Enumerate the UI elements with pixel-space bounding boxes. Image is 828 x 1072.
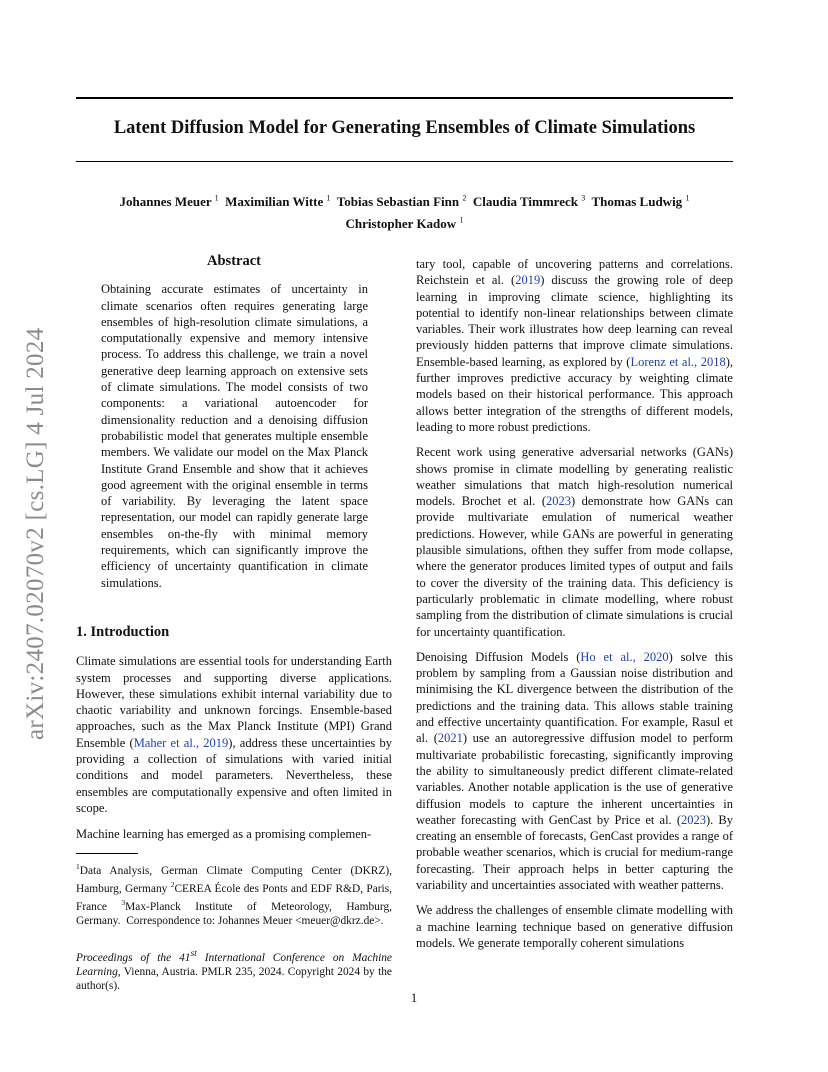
affiliation-footnote: $^1$Data Analysis, German Climate Computing Center (DKRZ), Hamburg, Germany $^2$CEREA École des Ponts and EDF R&D, Paris, France $^3$Max-Planck Institute of Meteorology, Hamburg, Germany. Correspondence to: Johannes Meuer <meuer@dkrz.de>. <box>76 861 392 927</box>
paper-title: Latent Diffusion Model for Generating Ensembles of Climate Simulations <box>113 118 696 138</box>
title-top-rule <box>76 97 733 99</box>
right-column <box>416 256 733 960</box>
author: Christopher Kadow $^1$ <box>345 215 464 231</box>
citation-link[interactable]: Maher et al., 2019 <box>133 735 229 750</box>
body-paragraph: Recent work using generative adversarial networks (GANs) shows promise in climate modelling by generating realistic weather simulations that match high-resolution numerical models. Brochet et al. (2023) demonstrate how GANs can provide multivariate emulation of numerical weather predictions. However, while GANs are powerful in generating plausible simulations, ofthen they suffer from mode collapse, where the generator produces limited types of output and fails to cover the diversity of the training data. This deficiency is particularly problematic in climate modelling, where robust sampling from the distribution of climate simulations is crucial for uncertainty quantification. <box>416 445 733 639</box>
author: Johannes Meuer $^1$ <box>119 194 219 210</box>
author: Maximilian Witte $^1$ <box>225 194 331 210</box>
abstract-text: Obtaining accurate estimates of uncertainty in climate scenarios often requires generating large ensembles of high-resolution climate simulations, a computationally expensive and memory intensive process. To address this challenge, we train a novel generative deep learning approach on extensive sets of climate simulations. The model consists of two components: a variational autoencoder for dimensionality reduction and a denoising diffusion probabilistic model that generates multiple ensemble members. We validate our model on the Max Planck Institute Grand Ensemble and show that it achieves good agreement with the original ensemble in terms of variability. By leveraging the latent space representation, our model can rapidly generate large ensembles on-the-fly with minimal memory requirements, which can significantly improve the efficiency of uncertainty quantification in climate simulations. <box>101 282 368 590</box>
author: Thomas Ludwig $^1$ <box>591 194 690 210</box>
body-paragraph: tary tool, capable of uncovering patterns and correlations. Reichstein et al. (2019) discuss the growing role of deep learning in improving climate science, highlighting its potential to identify non-linear relationships between climate variables. Their work illustrates how deep learning can reveal previously hidden patterns that improve climate simulations. Ensemble-based learning, as explored by (Lorenz et al., 2018), further improves predictive accuracy by weighting climate models based on their historical performance. This approach allows better integration of the strengths of different models, leading to more robust predictions. <box>416 257 733 434</box>
citation-link[interactable]: 2023 <box>680 812 706 827</box>
intro-paragraph: Machine learning has emerged as a promising complemen- <box>76 827 372 842</box>
footnote-rule <box>76 853 138 854</box>
author: Tobias Sebastian Finn $^2$ <box>336 194 467 210</box>
author: Claudia Timmreck $^3$ <box>472 194 586 210</box>
citation-link[interactable]: 2019 <box>515 273 541 288</box>
proceedings-note: Proceedings of the 41st International Conference on Machine Learning, Vienna, Austria. PMLR 235, 2024. Copyright 2024 by the author(s). <box>76 949 392 993</box>
citation-link[interactable]: Lorenz et al., 2018 <box>630 354 726 369</box>
citation-link[interactable]: Ho et al., 2020 <box>580 649 669 664</box>
citation-link[interactable]: 2021 <box>437 731 463 746</box>
page-number: 1 <box>410 990 418 1005</box>
citation-link[interactable]: 2023 <box>546 494 572 509</box>
section-heading-introduction: 1. Introduction <box>76 623 170 640</box>
left-column <box>76 253 392 994</box>
title-bottom-rule <box>76 161 733 162</box>
abstract-heading: Abstract <box>207 253 261 269</box>
body-paragraph: We address the challenges of ensemble climate modelling with a machine learning technique based on generative diffusion models. We generate temporally coherent simulations <box>416 903 733 950</box>
intro-paragraph: Climate simulations are essential tools for understanding Earth system processes and supporting diverse applications. However, these simulations exhibit internal variability due to chaotic variability and unknown forcings. Ensemble-based approaches, such as the Max Planck Institute (MPI) Grand Ensemble (Maher et al., 2019), address these uncertainties by providing a collection of simulations with varied initial conditions and model parameters. Nevertheless, these ensembles are computationally expensive and often limited in scope. <box>76 654 392 815</box>
author-list <box>76 190 733 233</box>
body-paragraph: Denoising Diffusion Models (Ho et al., 2020) solve this problem by sampling from a Gaussian noise distribution and minimising the KL divergence between the distribution of the predictions and the training data. This allows stable training and effective uncertainty quantification. For example, Rasul et al. (2021) use an autoregressive diffusion model to perform multivariate probabilistic forecasting, significantly improving the ability to simultaneously predict different climate-related variables. Another notable application is the use of generative diffusion models to capture the inherent uncertainties in weather forecasting with GenCast by Price et al. (2023). By creating an ensemble of forecasts, GenCast provides a range of probable weather scenarios, which is crucial for medium-range forecasting. Their approach helps in better capturing the variability and uncertainties associated with weather patterns. <box>416 649 733 892</box>
arxiv-identifier: arXiv:2407.02070v2 [cs.LG] 4 Jul 2024 <box>22 327 49 740</box>
